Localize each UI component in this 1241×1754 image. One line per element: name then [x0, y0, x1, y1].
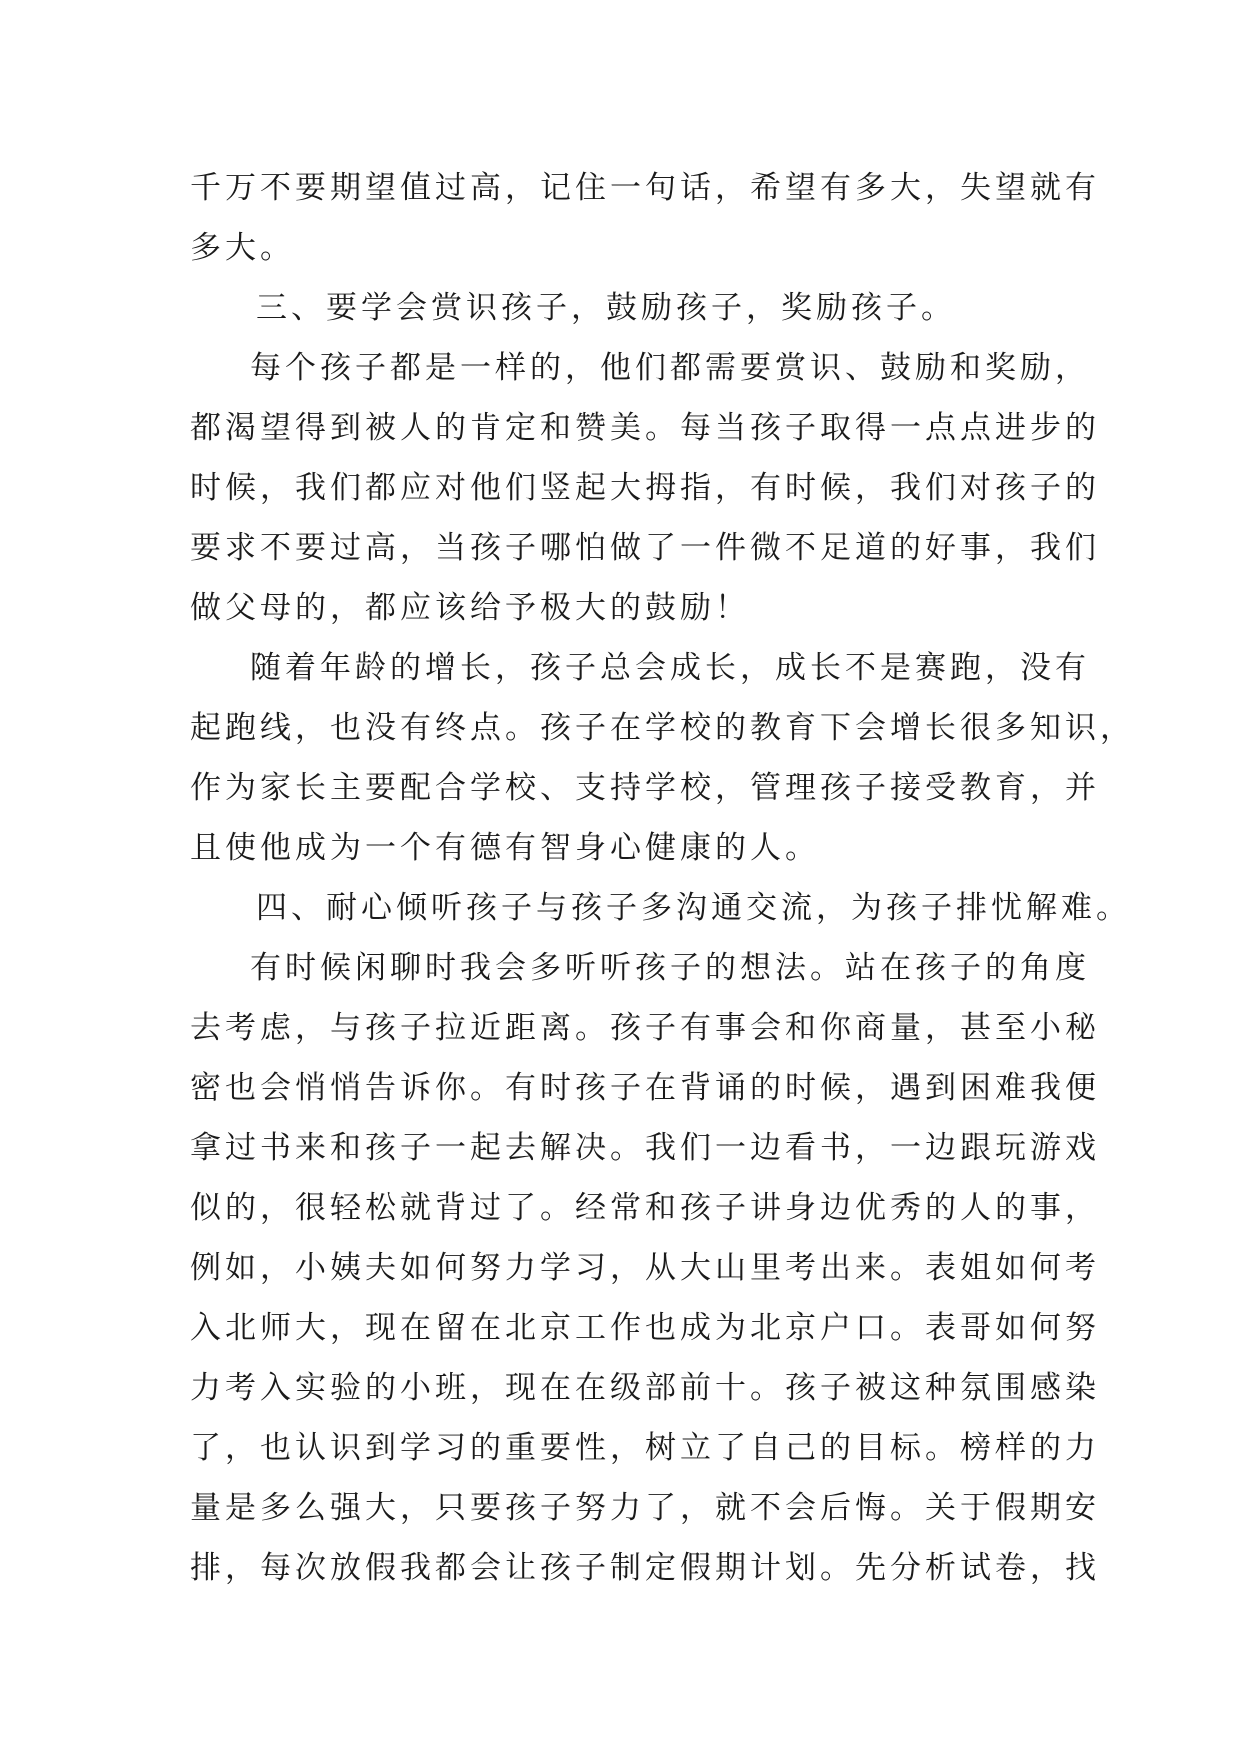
text-line: 拿过书来和孩子一起去解决。我们一边看书，一边跟玩游戏 [190, 1130, 1100, 1166]
text-line: 随着年龄的增长，孩子总会成长，成长不是赛跑，没有 [250, 650, 1090, 686]
text-line: 例如，小姨夫如何努力学习，从大山里考出来。表姐如何考 [190, 1250, 1100, 1286]
text-line: 入北师大，现在留在北京工作也成为北京户口。表哥如何努 [190, 1310, 1100, 1346]
text-line: 密也会悄悄告诉你。有时孩子在背诵的时候，遇到困难我便 [190, 1070, 1100, 1106]
text-line: 量是多么强大，只要孩子努力了，就不会后悔。关于假期安 [190, 1490, 1100, 1526]
text-line: 起跑线，也没有终点。孩子在学校的教育下会增长很多知识， [190, 710, 1135, 746]
text-line: 且使他成为一个有德有智身心健康的人。 [190, 830, 820, 866]
text-line: 有时候闲聊时我会多听听孩子的想法。站在孩子的角度 [250, 950, 1090, 986]
text-line: 排，每次放假我都会让孩子制定假期计划。先分析试卷，找 [190, 1550, 1100, 1586]
text-line: 千万不要期望值过高，记住一句话，希望有多大，失望就有 [190, 170, 1100, 206]
text-line: 力考入实验的小班，现在在级部前十。孩子被这种氛围感染 [190, 1370, 1100, 1406]
text-line: 多大。 [190, 230, 295, 266]
text-line: 都渴望得到被人的肯定和赞美。每当孩子取得一点点进步的 [190, 410, 1100, 446]
text-line: 要求不要过高，当孩子哪怕做了一件微不足道的好事，我们 [190, 530, 1100, 566]
text-line: 每个孩子都是一样的，他们都需要赏识、鼓励和奖励， [250, 350, 1090, 386]
section-heading: 三、要学会赏识孩子，鼓励孩子，奖励孩子。 [256, 290, 956, 326]
section-heading: 四、耐心倾听孩子与孩子多沟通交流，为孩子排忧解难。 [256, 890, 1131, 926]
text-line: 做父母的，都应该给予极大的鼓励！ [190, 590, 750, 626]
text-line: 去考虑，与孩子拉近距离。孩子有事会和你商量，甚至小秘 [190, 1010, 1100, 1046]
text-line: 作为家长主要配合学校、支持学校，管理孩子接受教育，并 [190, 770, 1100, 806]
text-line: 似的，很轻松就背过了。经常和孩子讲身边优秀的人的事， [190, 1190, 1100, 1226]
text-line: 了，也认识到学习的重要性，树立了自己的目标。榜样的力 [190, 1430, 1100, 1466]
document-body [190, 158, 1135, 1598]
text-line: 时候，我们都应对他们竖起大拇指，有时候，我们对孩子的 [190, 470, 1100, 506]
